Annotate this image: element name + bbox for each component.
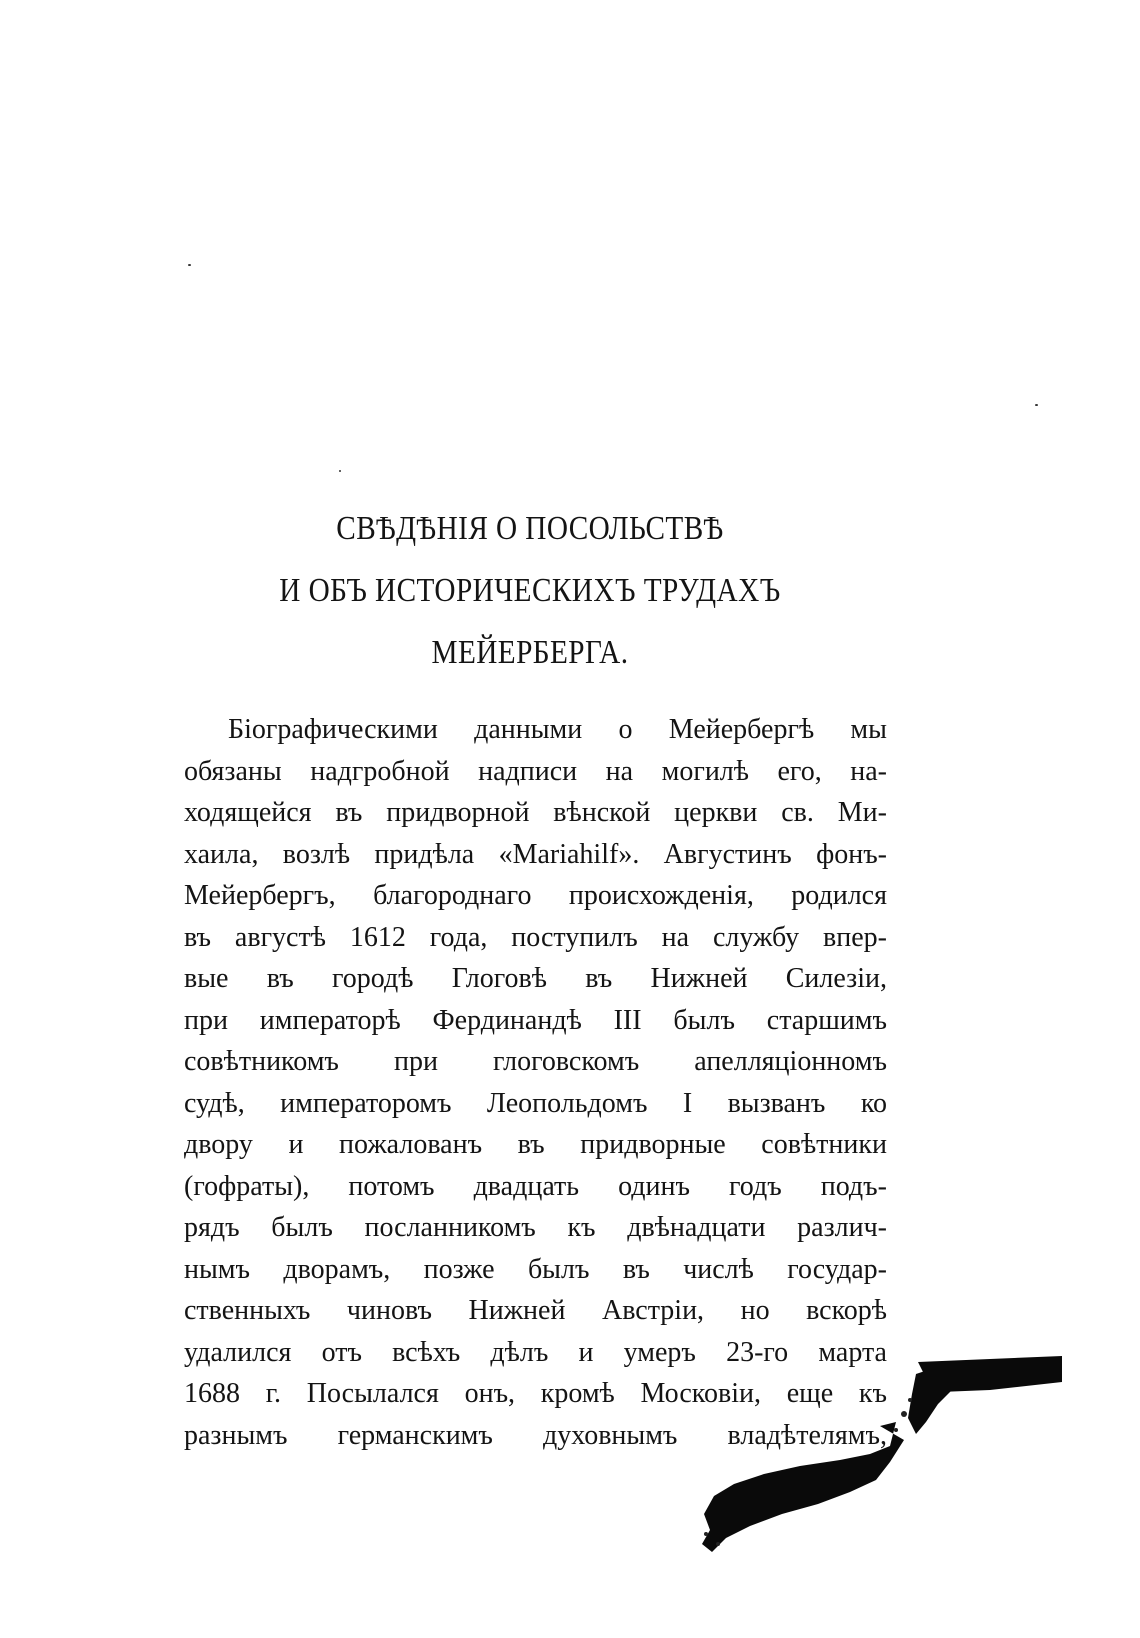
chapter-heading — [180, 498, 880, 684]
body-line: ходящейся въ придворной вѣнской церкви св. Ми- — [184, 797, 887, 828]
scan-speck — [339, 470, 341, 472]
body-line: рядъ былъ посланникомъ къ двѣнадцати различ- — [184, 1212, 887, 1243]
body-line: (гофраты), потомъ двадцать одинъ годъ подъ- — [184, 1170, 887, 1202]
scan-speck — [1035, 404, 1038, 406]
body-line: хаила, возлѣ придѣла «Mariahilf». Августинъ фонъ- — [184, 838, 887, 870]
body-line: Біографическими данными о Мейербергѣ мы — [228, 714, 887, 745]
scan-speck — [188, 264, 191, 266]
body-line: нымъ дворамъ, позже былъ въ числѣ государ- — [184, 1253, 887, 1285]
heading-line-1: СВѢДѢНІЯ О ПОСОЛЬСТВѢ — [336, 510, 724, 547]
body-line: ственныхъ чиновъ Нижней Австріи, но вскорѣ — [184, 1295, 887, 1326]
body-line: при императорѣ Фердинандѣ III былъ старшимъ — [184, 1004, 887, 1036]
heading-line-2: И ОБЪ ИСТОРИЧЕСКИХЪ ТРУДАХЪ — [279, 572, 781, 609]
body-line: удалился отъ всѣхъ дѣлъ и умеръ 23-го марта — [184, 1336, 887, 1368]
body-line: въ августѣ 1612 года, поступилъ на службу впер- — [184, 921, 887, 953]
body-line: Мейербергъ, благороднаго происхожденія, родился — [184, 880, 887, 911]
body-line: совѣтникомъ при глоговскомъ апелляціонномъ — [184, 1046, 887, 1077]
body-line: разнымъ германскимъ духовнымъ владѣтелямъ, — [184, 1419, 887, 1451]
body-line: судѣ, императоромъ Леопольдомъ I вызванъ ко — [184, 1087, 887, 1119]
body-line: 1688 г. Посылался онъ, кромѣ Московіи, еще къ — [184, 1378, 887, 1409]
ink-smudge — [690, 1330, 1070, 1560]
body-line: обязаны надгробной надписи на могилѣ его, на- — [184, 755, 887, 787]
body-line: двору и пожалованъ въ придворные совѣтники — [184, 1129, 887, 1160]
body-line: вые въ городѣ Глоговѣ въ Нижней Силезіи, — [184, 963, 887, 994]
heading-line-3: МЕЙЕРБЕРГА. — [431, 634, 629, 671]
